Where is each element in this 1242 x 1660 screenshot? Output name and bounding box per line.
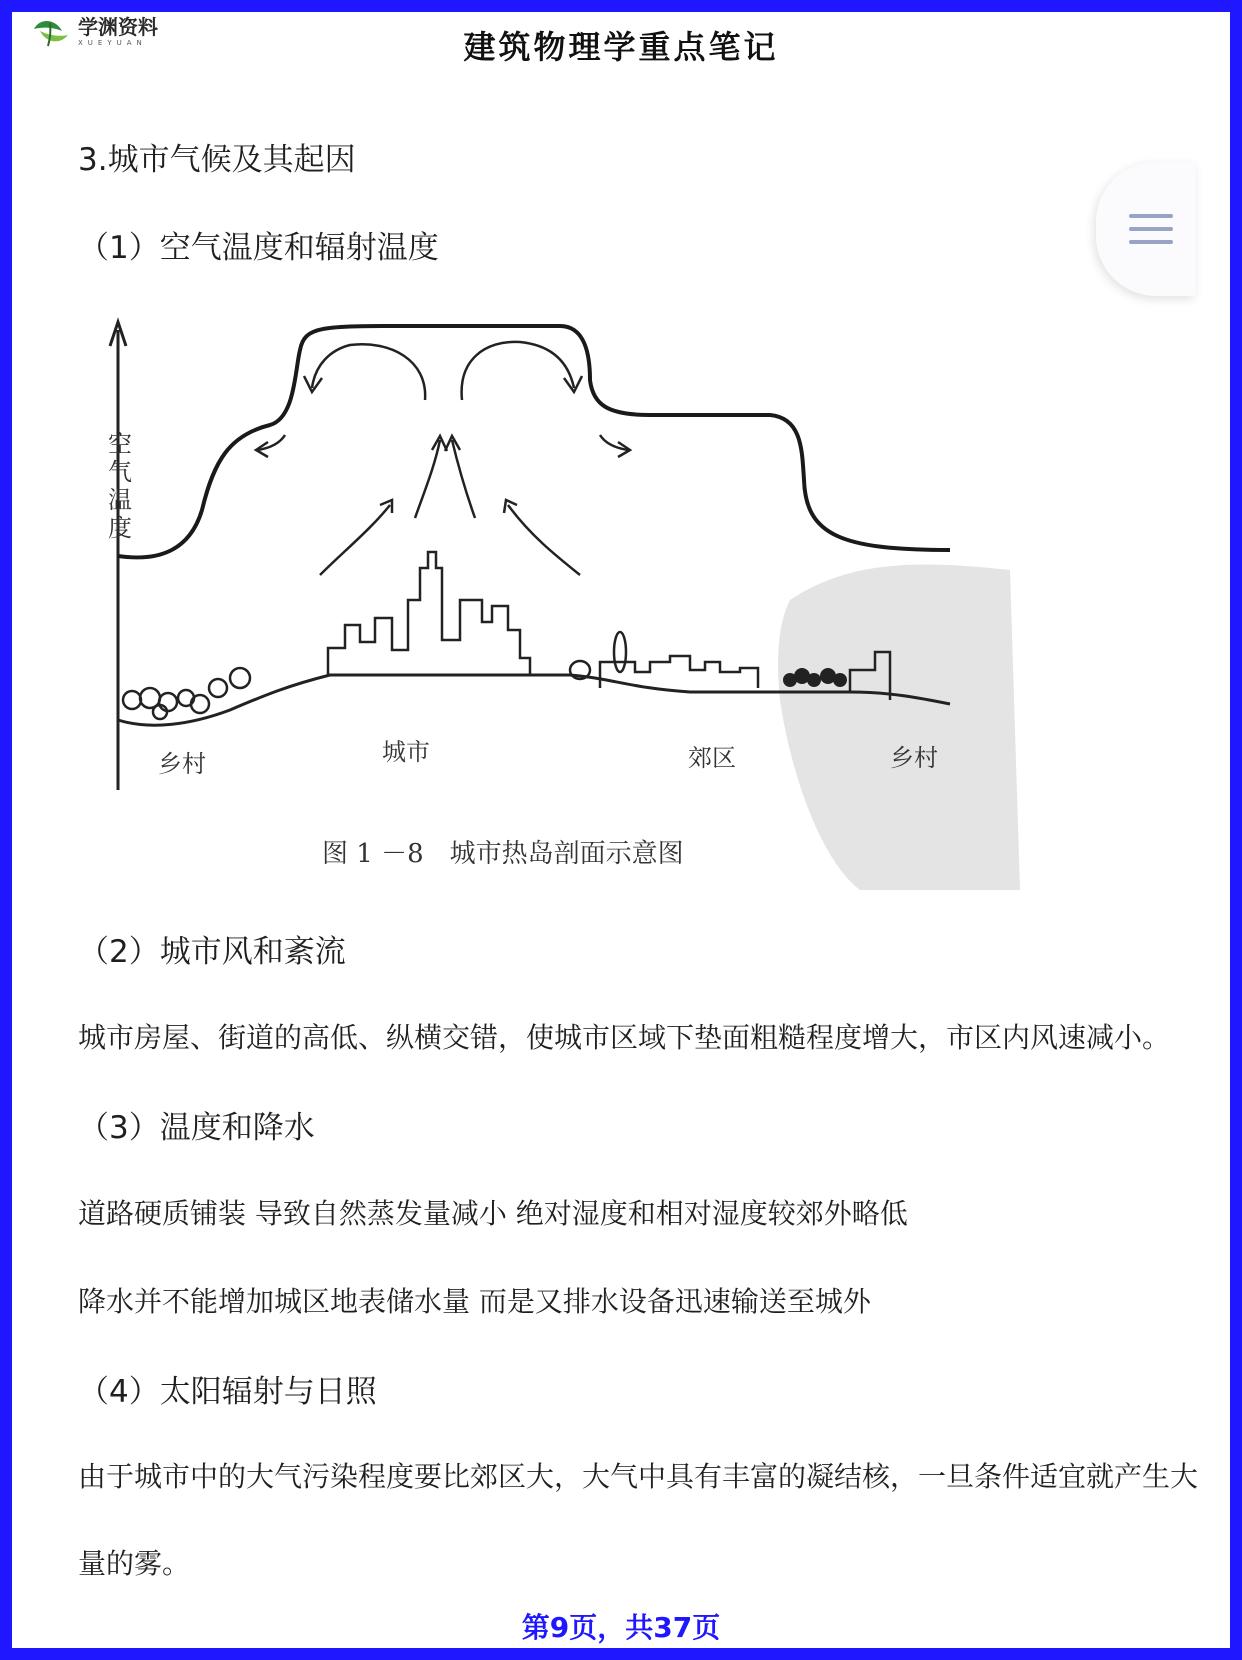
paragraph-radiation-line2: 量的雾。 (78, 1547, 191, 1580)
subsection-heading-3: （3）温度和降水 (78, 1110, 315, 1146)
menu-button[interactable] (1096, 162, 1196, 296)
page-indicator: 第9页，共37页 (521, 1611, 721, 1644)
heat-island-diagram (90, 300, 1030, 900)
y-axis-label-char-4: 度 (108, 514, 132, 542)
section-title: 3.城市气候及其起因 (78, 142, 356, 178)
y-axis-label-char-1: 空 (108, 430, 132, 458)
logo-main-text: 学渊资料 (78, 15, 158, 39)
temperature-curve (118, 326, 950, 557)
hamburger-menu-icon (1129, 205, 1173, 253)
paragraph-radiation-line1: 由于城市中的大气污染程度要比郊区大，大气中具有丰富的凝结核，一旦条件适宜就产生大 (78, 1460, 1199, 1493)
watermark-shape (778, 564, 1020, 890)
page-title: 建筑物理学重点笔记 (463, 28, 779, 66)
figure-caption: 图 1 －8 城市热岛剖面示意图 (322, 839, 684, 869)
subsection-heading-2: （2）城市风和紊流 (78, 934, 346, 970)
label-rural-right: 乡村 (890, 744, 938, 772)
label-suburb: 郊区 (688, 744, 736, 772)
paragraph-precipitation: 降水并不能增加城区地表储水量 而是又排水设备迅速输送至城外 (78, 1285, 871, 1318)
paragraph-humidity: 道路硬质铺装 导致自然蒸发量减小 绝对湿度和相对湿度较郊外略低 (78, 1197, 908, 1230)
rural-vegetation-left (123, 668, 250, 719)
paragraph-wind: 城市房屋、街道的高低、纵横交错，使城市区域下垫面粗糙程度增大，市区内风速减小。 (78, 1021, 1171, 1054)
label-city: 城市 (382, 738, 430, 766)
city-skyline (328, 552, 530, 675)
urban-heat-island-figure (90, 300, 1030, 900)
logo-sub-text: XUEYUAN (78, 39, 147, 47)
y-axis-label-char-3: 温 (108, 486, 132, 514)
label-rural-left: 乡村 (158, 750, 206, 778)
y-axis-label-char-2: 气 (108, 458, 132, 486)
subsection-heading-1: （1）空气温度和辐射温度 (78, 230, 439, 266)
subsection-heading-4: （4）太阳辐射与日照 (78, 1374, 377, 1410)
